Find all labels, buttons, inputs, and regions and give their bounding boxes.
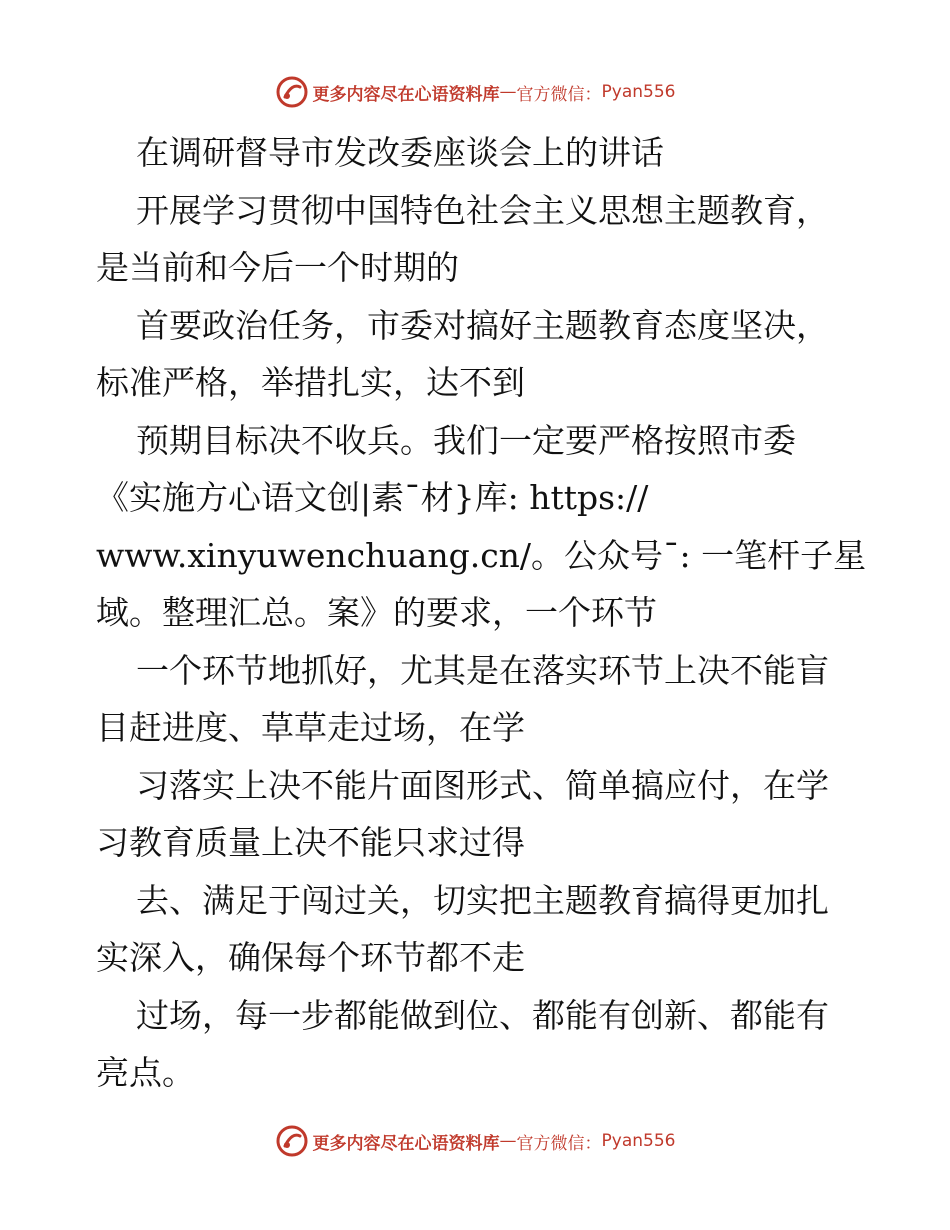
text-line: 去、满足于闯过关，切实把主题教育搞得更加扎 xyxy=(136,880,829,920)
banner-wechat-label: 官方微信： xyxy=(516,84,602,105)
library-logo-icon xyxy=(275,1124,309,1158)
text-line: 一个环节地抓好，尤其是在落实环节上决不能盲 xyxy=(136,650,829,690)
banner-wechat-id: Pyan556 xyxy=(601,82,676,102)
banner-wechat-id: Pyan556 xyxy=(601,1131,676,1151)
text-line: www.xinyuwenchuang.cn/。公众号¯: 一笔杆子星 xyxy=(96,535,867,575)
text-line: 标准严格，举措扎实，达不到 xyxy=(96,363,525,402)
text-line: 习落实上决不能片面图形式、简单搞应付，在学 xyxy=(136,765,829,805)
library-logo-icon xyxy=(275,75,309,109)
text-line: 过场，每一步都能做到位、都能有创新、都能有 xyxy=(136,995,829,1035)
text-line: 是当前和今后一个时期的 xyxy=(96,248,459,287)
text-line: 习教育质量上决不能只求过得 xyxy=(96,823,525,862)
document-title: 在调研督导市发改委座谈会上的讲话 xyxy=(136,133,664,172)
header-banner xyxy=(0,72,950,112)
banner-dash: — xyxy=(499,1131,517,1151)
banner-wechat-label: 官方微信： xyxy=(516,1133,602,1154)
banner-title: 更多内容尽在心语资料库 xyxy=(312,84,500,105)
text-line: 亮点。 xyxy=(96,1053,195,1092)
text-line: 《实施方心语文创|素¯材}库: https:// xyxy=(96,478,649,517)
document-body xyxy=(96,124,867,1102)
text-line: 域。整理汇总。案》的要求，一个环节 xyxy=(96,593,657,632)
text-line: 首要政治任务，市委对搞好主题教育态度坚决， xyxy=(136,305,829,345)
footer-banner xyxy=(0,1121,950,1161)
text-line: 开展学习贯彻中国特色社会主义思想主题教育， xyxy=(136,190,829,230)
text-line: 预期目标决不收兵。我们一定要严格按照市委 xyxy=(136,420,796,460)
banner-title: 更多内容尽在心语资料库 xyxy=(312,1133,500,1154)
text-line: 目赶进度、草草走过场，在学 xyxy=(96,708,525,747)
banner-dash: — xyxy=(499,82,517,102)
text-line: 实深入，确保每个环节都不走 xyxy=(96,938,525,977)
